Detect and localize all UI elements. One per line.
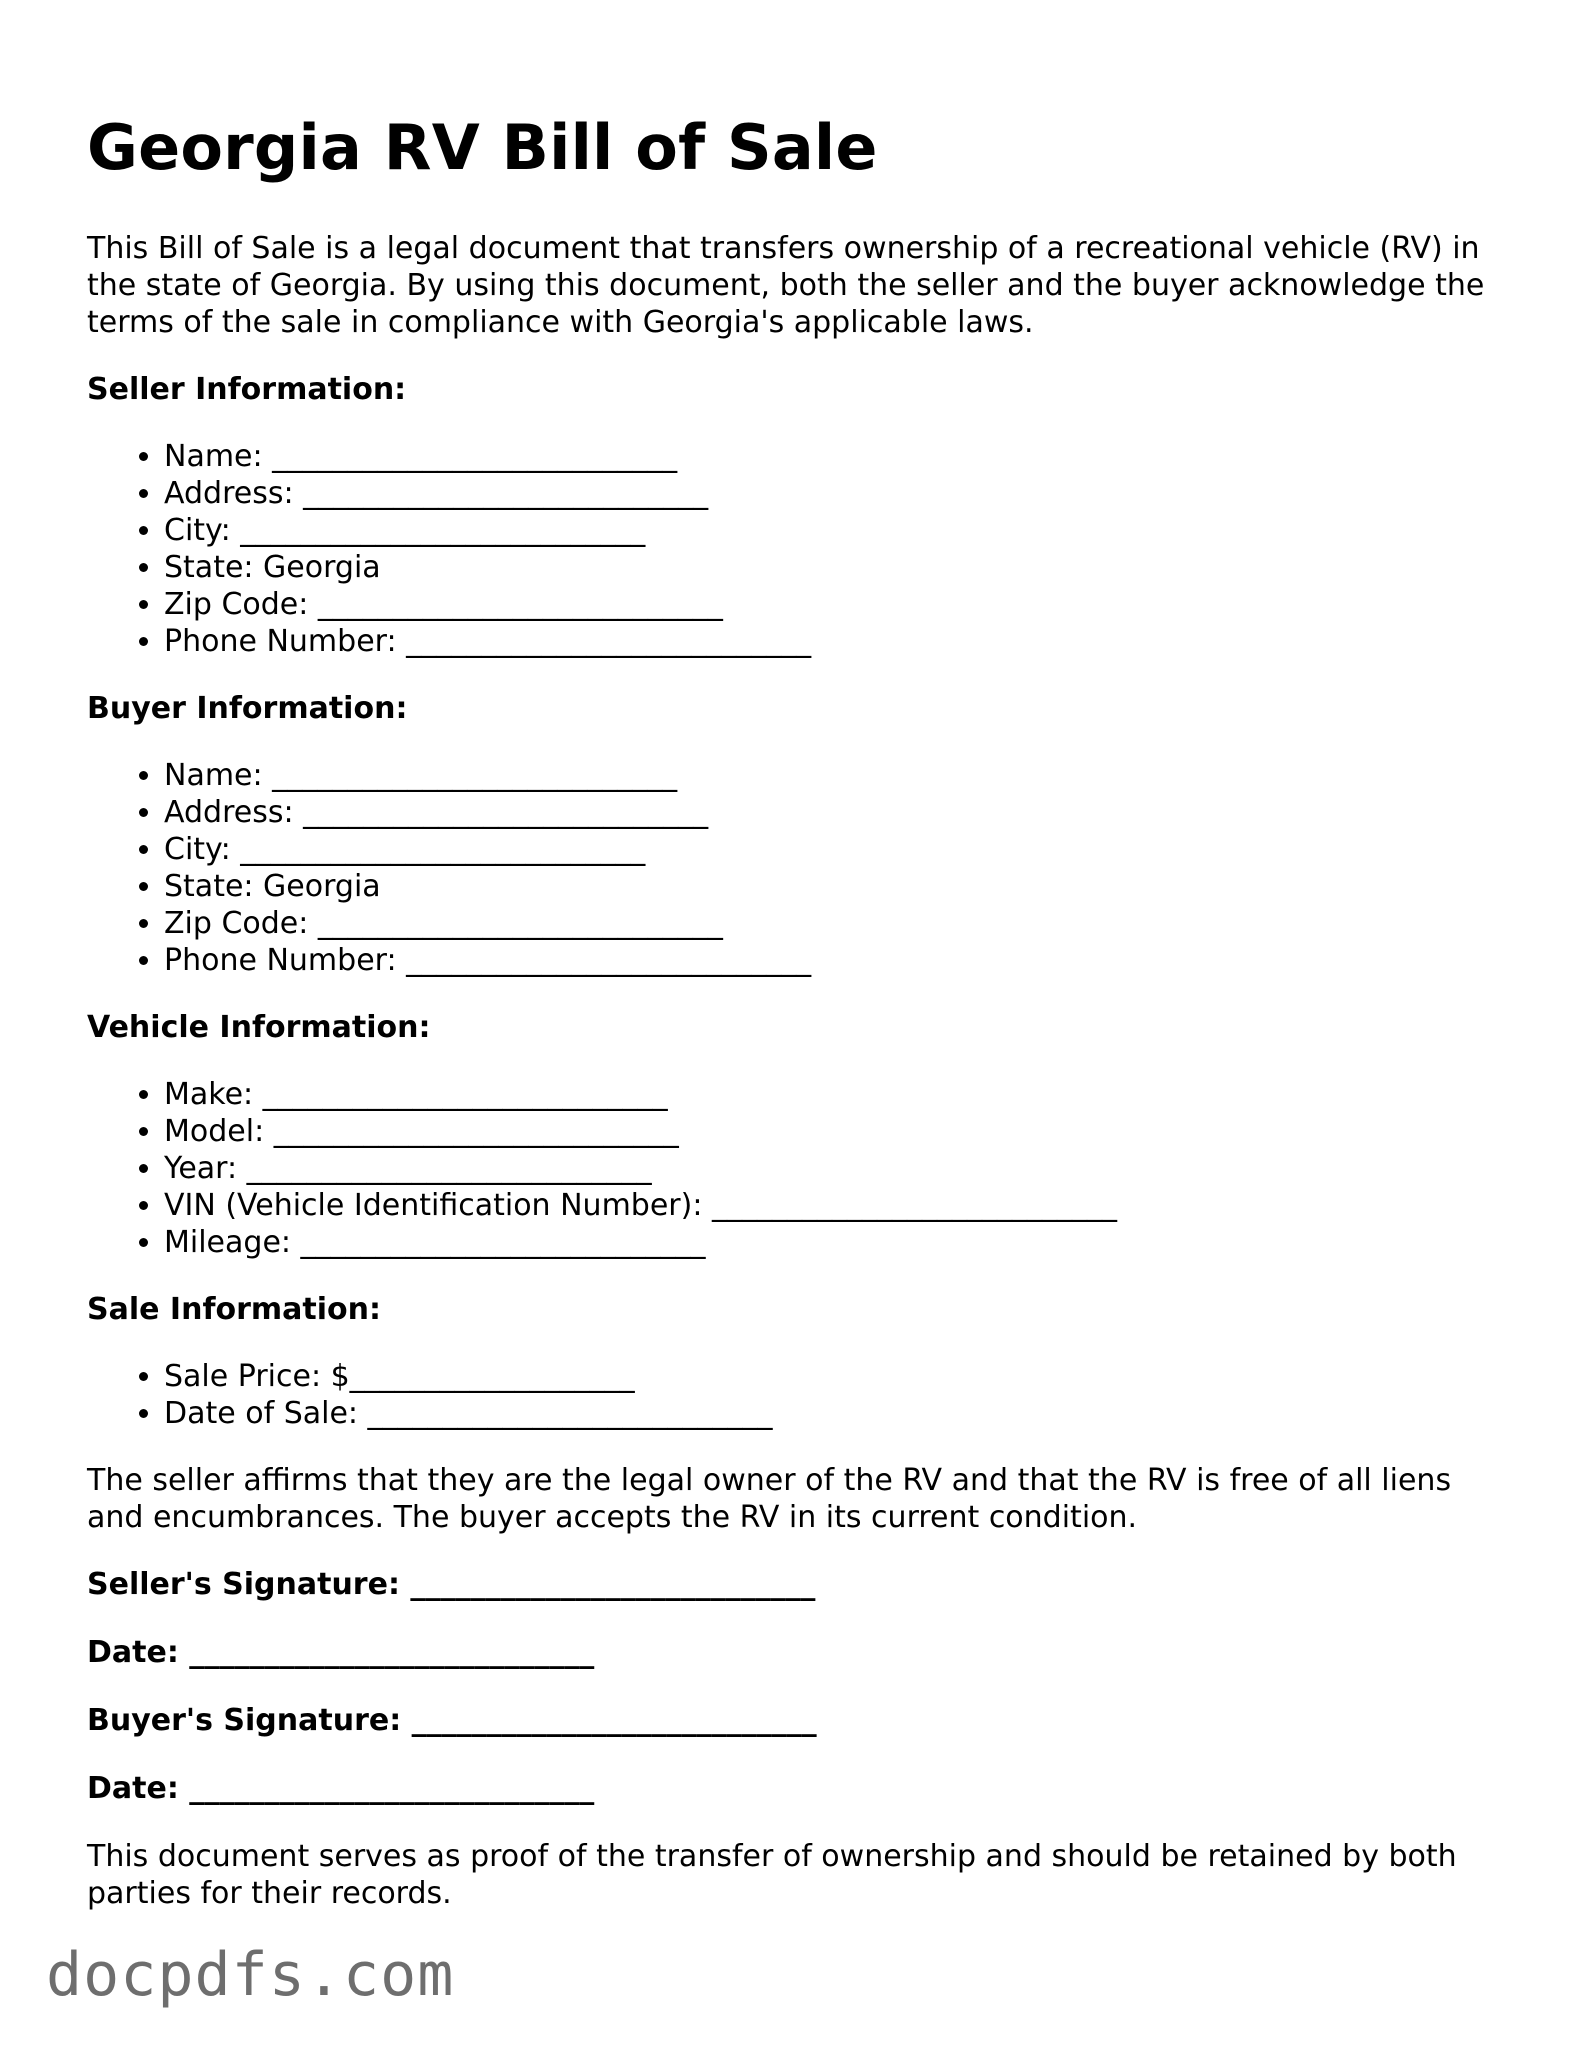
buyer-section-heading: Buyer Information:: [87, 691, 408, 726]
vehicle-mileage-field: • Mileage: ___________________________: [164, 1224, 1507, 1261]
buyer-phone-field: • Phone Number: ___________________________: [164, 942, 1507, 979]
buyer-city-field: • City: ___________________________: [164, 831, 1507, 868]
document-page: [87, 108, 1507, 1912]
buyer-zip-field: • Zip Code: ___________________________: [164, 905, 1507, 942]
sale-date-field: • Date of Sale: ___________________________: [164, 1395, 1507, 1432]
buyer-info-list: [87, 757, 1507, 979]
vehicle-year-field: • Year: ___________________________: [164, 1150, 1507, 1187]
buyer-date-line: Date: ___________________________: [87, 1771, 595, 1806]
seller-phone-field: • Phone Number: ___________________________: [164, 623, 1507, 660]
seller-section-heading: Seller Information:: [87, 372, 407, 407]
buyer-signature-line: Buyer's Signature: ___________________________: [87, 1703, 817, 1738]
seller-address-field: • Address: ___________________________: [164, 475, 1507, 512]
sale-section-heading: Sale Information:: [87, 1292, 381, 1327]
affirmation-paragraph: The seller affirms that they are the legal owner of the RV and that the RV is free of all liens and encumbrances. The buyer accepts the RV in its current condition.: [87, 1463, 1452, 1535]
sale-info-list: [87, 1358, 1507, 1432]
buyer-address-field: • Address: ___________________________: [164, 794, 1507, 831]
seller-name-field: • Name: ___________________________: [164, 438, 1507, 475]
intro-paragraph: This Bill of Sale is a legal document that transfers ownership of a recreational vehicle (RV) in the state of Georgia. By using this document, both the seller and the buyer acknowledge the terms of the sale in compliance with Georgia's applicable laws.: [87, 231, 1485, 340]
seller-state-field: • State: Georgia: [164, 549, 1507, 586]
seller-signature-line: Seller's Signature: ___________________________: [87, 1567, 816, 1602]
seller-city-field: • City: ___________________________: [164, 512, 1507, 549]
vehicle-info-list: [87, 1076, 1507, 1261]
seller-date-line: Date: ___________________________: [87, 1635, 595, 1670]
buyer-name-field: • Name: ___________________________: [164, 757, 1507, 794]
seller-zip-field: • Zip Code: ___________________________: [164, 586, 1507, 623]
vehicle-make-field: • Make: ___________________________: [164, 1076, 1507, 1113]
vehicle-section-heading: Vehicle Information:: [87, 1010, 431, 1045]
vehicle-model-field: • Model: ___________________________: [164, 1113, 1507, 1150]
closing-paragraph: This document serves as proof of the transfer of ownership and should be retained by both parties for their records.: [87, 1839, 1457, 1911]
sale-price-field: • Sale Price: $___________________: [164, 1358, 1507, 1395]
seller-info-list: [87, 438, 1507, 660]
watermark-logo: docpdfs.com: [46, 1940, 455, 2010]
document-title: Georgia RV Bill of Sale: [87, 111, 878, 184]
vehicle-vin-field: • VIN (Vehicle Identification Number): ___________________________: [164, 1187, 1507, 1224]
buyer-state-field: • State: Georgia: [164, 868, 1507, 905]
